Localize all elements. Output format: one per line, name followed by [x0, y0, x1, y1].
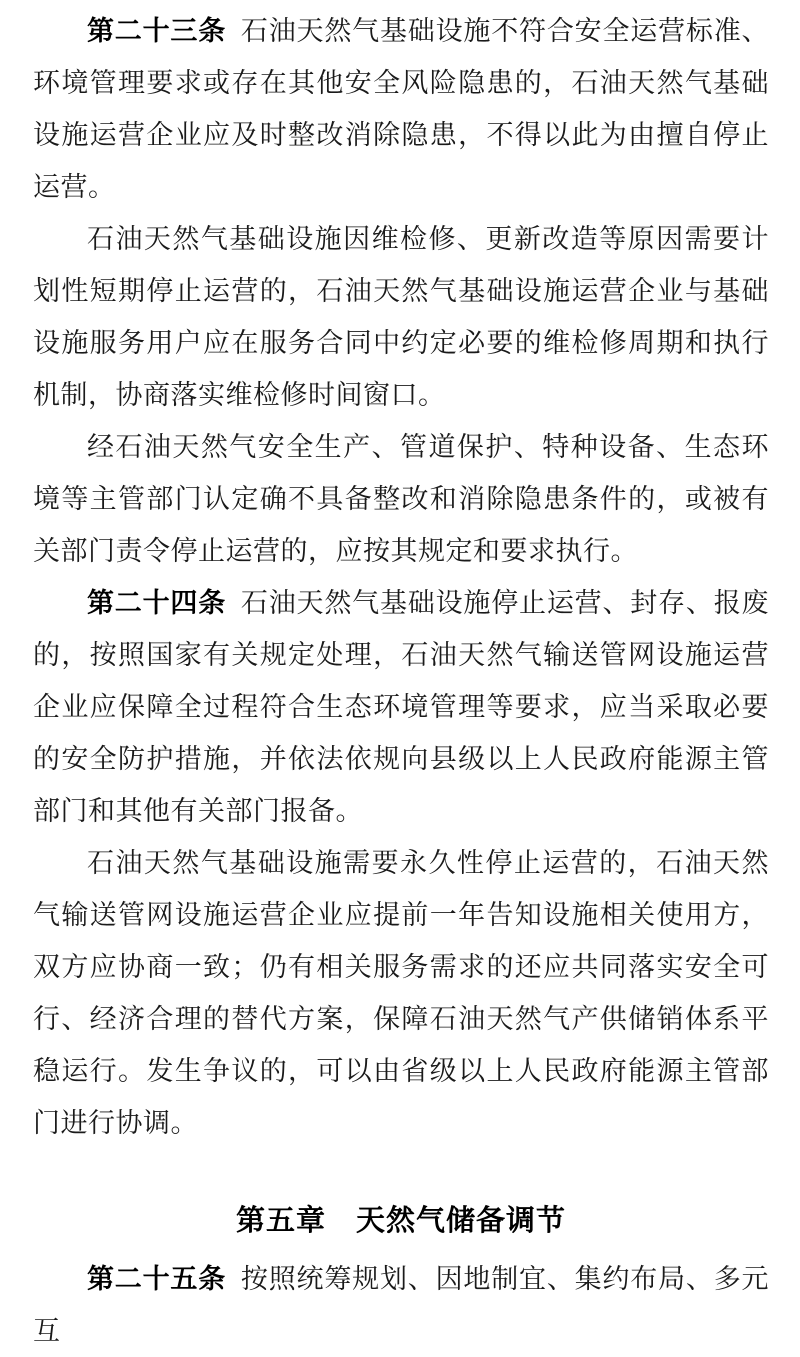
- article-23-text: 石油天然气基础设施不符合安全运营标准、环境管理要求或存在其他安全风险隐患的，石油天然气基础设施运营企业应及时整改消除隐患，不得以此为由擅自停止运营。: [33, 16, 770, 202]
- article-25-paragraph: [33, 1253, 769, 1357]
- paragraph-planned-shutdown-text: 石油天然气基础设施因维检修、更新改造等原因需要计划性短期停止运营的，石油天然气基础设施运营企业与基础设施服务用户应在服务合同中约定必要的维检修周期和执行机制，协商落实维检修时间窗口。: [33, 224, 769, 410]
- article-23-paragraph: [33, 5, 769, 213]
- article-25-text: 按照统筹规划、因地制宜、集约布局、多元互: [33, 1264, 770, 1346]
- article-23-number: 第二十三条: [87, 16, 227, 46]
- paragraph-permanent-shutdown: [33, 837, 769, 1149]
- paragraph-permanent-shutdown-text: 石油天然气基础设施需要永久性停止运营的，石油天然气输送管网设施运营企业应提前一年告知设施相关使用方，双方应协商一致；仍有相关服务需求的还应共同落实安全可行、经济合理的替代方案，保障石油天然气产供储销体系平稳运行。发生争议的，可以由省级以上人民政府能源主管部门进行协调。: [33, 848, 769, 1138]
- paragraph-planned-shutdown: [33, 213, 769, 421]
- paragraph-ordered-shutdown-text: 经石油天然气安全生产、管道保护、特种设备、生态环境等主管部门认定确不具备整改和消除隐患条件的，或被有关部门责令停止运营的，应按其规定和要求执行。: [33, 432, 769, 566]
- article-24-text: 石油天然气基础设施停止运营、封存、报废的，按照国家有关规定处理，石油天然气输送管网设施运营企业应保障全过程符合生态环境管理等要求，应当采取必要的安全防护措施，并依法依规向县级以上人民政府能源主管部门和其他有关部门报备。: [33, 588, 770, 826]
- article-25-number: 第二十五条: [87, 1264, 227, 1294]
- article-24-number: 第二十四条: [87, 588, 227, 618]
- chapter-5-heading: 第五章 天然气储备调节: [235, 1205, 566, 1237]
- article-24-paragraph: [33, 577, 769, 837]
- paragraph-ordered-shutdown: [33, 421, 769, 577]
